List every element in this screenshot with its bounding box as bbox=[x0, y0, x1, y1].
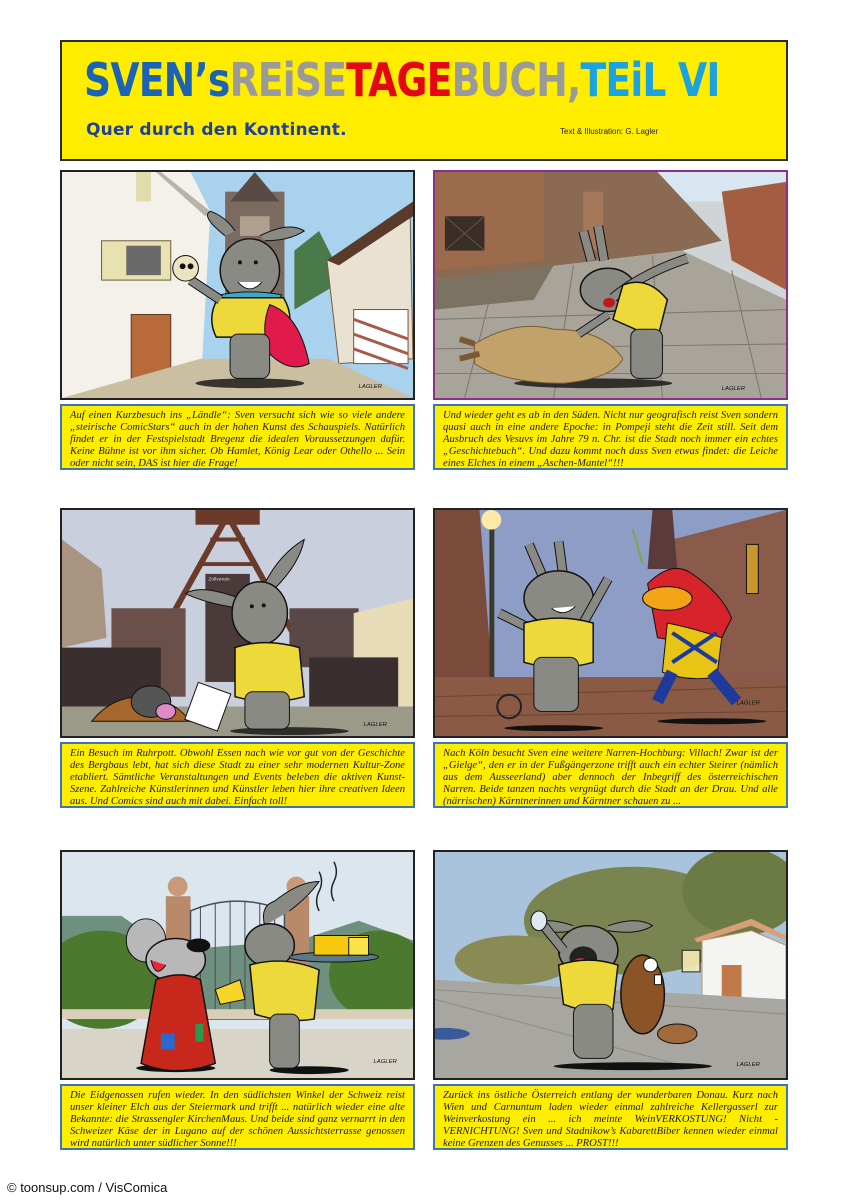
page-title bbox=[84, 50, 720, 110]
comic-panel-essen bbox=[60, 508, 415, 738]
svg-text:LAGLER: LAGLER bbox=[736, 1062, 760, 1069]
donau-illustration bbox=[435, 852, 786, 1078]
title-part-reise: REiSE bbox=[229, 53, 347, 107]
comic-panel-lugano bbox=[60, 850, 415, 1080]
title-part-tage: TAGE bbox=[346, 53, 452, 107]
svg-text:LAGLER: LAGLER bbox=[363, 722, 387, 729]
author-credit: Text & Illustration: G. Lagler bbox=[560, 127, 659, 136]
zollverein-sign: Zollverein bbox=[208, 577, 230, 583]
title-part-sven: SVEN’s bbox=[84, 53, 230, 107]
comic-panel-villach bbox=[433, 508, 788, 738]
caption-pompeii: Und wieder geht es ab in den Süden. Nicht nur geografisch reist Sven sondern quasi auch in eine andere Epoche: in Pompeji steht die Zeit still. Seit dem Ausbruch des Vesuvs im Jahre 79 n. Chr. ist die Stadt noch immer ein echtes „Geschichtebuch“. Und dazu kommt noch dass Sven etwas findet: die Leiche eines Elches in einem „Aschen-Mantel“!!! bbox=[433, 404, 788, 470]
comic-panel-pompeii bbox=[433, 170, 788, 400]
villach-illustration bbox=[435, 510, 786, 736]
comic-panel-donau bbox=[433, 850, 788, 1080]
subtitle: Quer durch den Kontinent. bbox=[86, 120, 347, 140]
svg-text:LAGLER: LAGLER bbox=[721, 386, 746, 393]
copyright-notice: © toonsup.com / VisComica bbox=[7, 1180, 168, 1195]
caption-villach: Nach Köln besucht Sven eine weitere Narren-Hochburg: Villach! Zwar ist der „Gielge“, den er in der Fußgängerzone trifft auch ein echter Steirer (nämlich aus dem Ausseerland) aber dennoch der Inbegriff des österreichischen Narren. Beide tanzen nachts vergnügt durch die Stadt an der Drau. Und alle (närrischen) Kärntnerinnen und Kärntner schauen zu ... bbox=[433, 742, 788, 808]
caption-lugano: Die Eidgenossen rufen wieder. In den südlichsten Winkel der Schweiz reist unser kleiner Elch aus der Steiermark und trifft ... natürlich wieder eine alte Bekannte: die Strassengler KirchenMaus. Und beide sind ganz vernarrt in den Schweizer Käse der in Lugano auf der schönen Aussichtsterrasse genossen wird natürlich unter südlicher Sonne!!! bbox=[60, 1084, 415, 1150]
title-part-buch: BUCH, bbox=[451, 53, 581, 107]
pompeii-illustration bbox=[435, 172, 786, 398]
caption-donau: Zurück ins östliche Österreich entlang der wunderbaren Donau. Kurz nach Wien und Carnuntum laden wieder einmal zahlreiche Kellergasserl zur Weinverkostung ein ... ich meinte WeinVERKOSTUNG! Nicht -VERNICHTUNG! Sven und Stadnikow’s KabarettBiber kennen wieder einmal keine Grenzen des Genusses ... PROST!!! bbox=[433, 1084, 788, 1150]
caption-essen: Ein Besuch im Ruhrpott. Obwohl Essen nach wie vor gut von der Geschichte des Bergbaus lebt, hat sich diese Stadt zu einer sehr modernen Kultur-Zone etabliert. Sämtliche Veranstaltungen und Events beleben die aktiven Kunst-Szene. Zahlreiche Künstlerinnen und Künstler leben hier ihre creativen Ideen aus. Und Comics sind auch mit dabei. Einfach toll! bbox=[60, 742, 415, 808]
svg-text:LAGLER: LAGLER bbox=[736, 700, 760, 707]
title-banner bbox=[60, 40, 788, 161]
title-part-teil: TEiL VI bbox=[580, 53, 720, 107]
caption-bregenz: Auf einen Kurzbesuch ins „Ländle“: Sven versucht sich wie so viele andere „steirische ComicStars“ auch in der hohen Kunst des Schauspiels. Natürlich findet er in der Festspielstadt Bregenz die idealen Voraussetzungen dafür. Keine Bühne ist vor ihm sicher. Ob Hamlet, König Lear oder Othello ... Sein oder nicht sein, DAS ist hier die Frage! bbox=[60, 404, 415, 470]
bregenz-illustration bbox=[62, 172, 413, 398]
essen-illustration bbox=[62, 510, 413, 736]
svg-text:LAGLER: LAGLER bbox=[358, 384, 383, 391]
comic-panel-bregenz bbox=[60, 170, 415, 400]
lugano-illustration bbox=[62, 852, 413, 1078]
svg-text:LAGLER: LAGLER bbox=[373, 1059, 397, 1066]
